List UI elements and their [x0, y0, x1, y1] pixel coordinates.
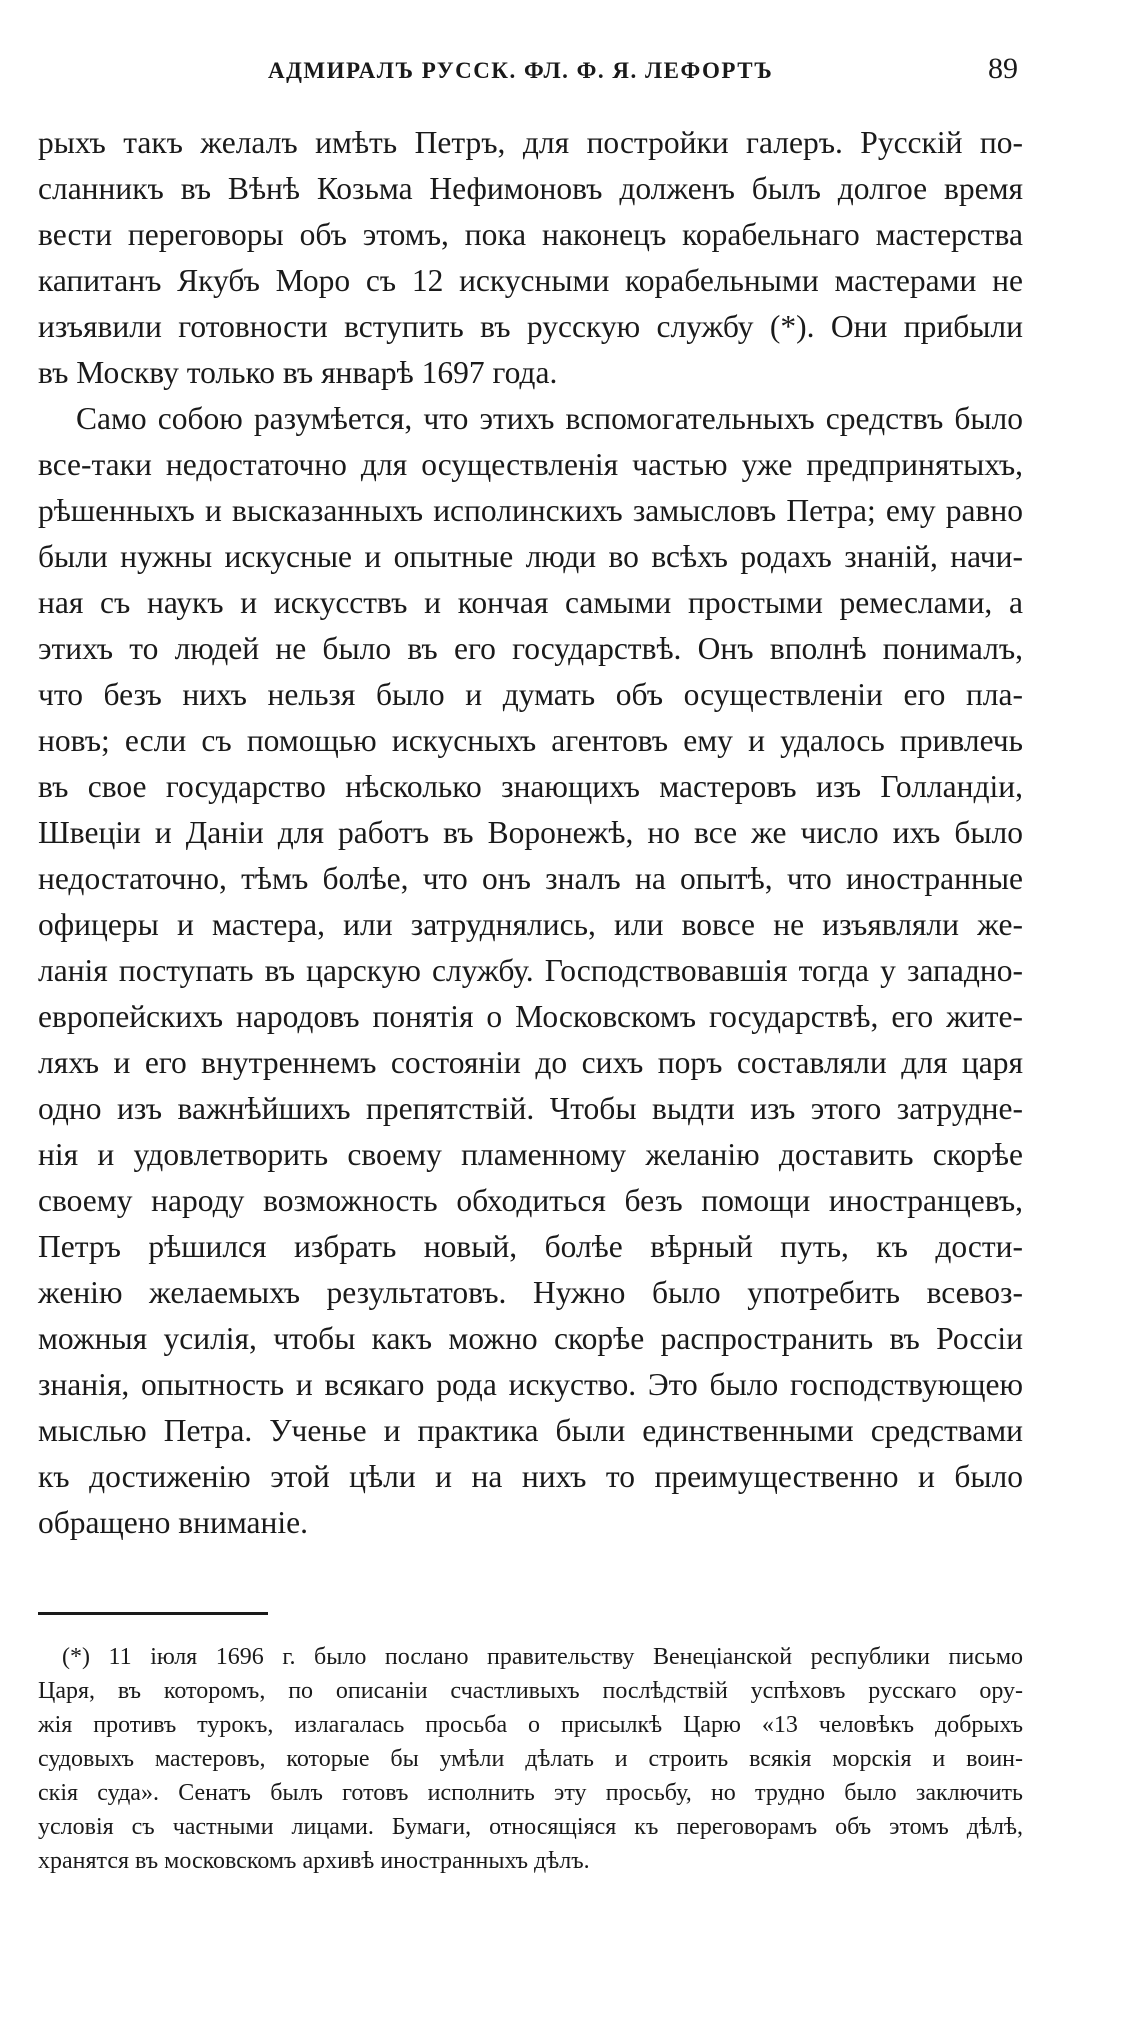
- paragraph-1: [38, 120, 1023, 396]
- text-line: можныя усилія, чтобы какъ можно скорѣе распространить въ Россіи: [38, 1321, 1023, 1356]
- text-line: нія и удовлетворить своему пламенному желанію доставить скорѣе: [38, 1137, 1023, 1172]
- text-line: рыхъ такъ желалъ имѣть Петръ, для постройки галеръ. Русскій по-: [38, 125, 1023, 160]
- text-line: мыслью Петра. Ученье и практика были единственными средствами: [38, 1413, 1023, 1448]
- footnote-line: скія суда». Сенатъ былъ готовъ исполнить эту просьбу, но трудно было заключить: [38, 1780, 1023, 1806]
- text-line: недостаточно, тѣмъ болѣе, что онъ зналъ на опытѣ, что иностранные: [38, 861, 1023, 896]
- text-line: что безъ нихъ нельзя было и думать объ осуществленіи его пла-: [38, 677, 1023, 712]
- running-title: АДМИРАЛЪ РУССК. ФЛ. Ф. Я. ЛЕФОРТЪ: [268, 58, 774, 83]
- text-line: ланія поступать въ царскую службу. Господствовавшія тогда у западно-: [38, 953, 1023, 988]
- footnote-line: судовыхъ мастеровъ, которые бы умѣли дѣлать и строить всякія морскія и воин-: [38, 1746, 1023, 1772]
- text-line: все-таки недостаточно для осуществленія частью уже предпринятыхъ,: [38, 447, 1023, 482]
- text-line: Петръ рѣшился избрать новый, болѣе вѣрный путь, къ дости-: [38, 1229, 1023, 1264]
- text-line: изъявили готовности вступить въ русскую службу (*). Они прибыли: [38, 309, 1023, 344]
- text-line: въ Москву только въ январѣ 1697 года.: [38, 355, 558, 390]
- text-line: обращено вниманіе.: [38, 1505, 308, 1540]
- text-line: одно изъ важнѣйшихъ препятствій. Чтобы выдти изъ этого затрудне-: [38, 1091, 1023, 1126]
- footnote: [38, 1640, 1023, 1878]
- text-line: новъ; если съ помощью искусныхъ агентовъ ему и удалось привлечь: [38, 723, 1023, 758]
- text-line: вести переговоры объ этомъ, пока наконецъ корабельнаго мастерства: [38, 217, 1023, 252]
- footnote-line: жія противъ турокъ, излагалась просьба о присылкѣ Царю «13 человѣкъ добрыхъ: [38, 1712, 1023, 1738]
- text-line: Швеціи и Даніи для работъ въ Воронежѣ, но все же число ихъ было: [38, 815, 1023, 850]
- text-line: этихъ то людей не было въ его государствѣ. Онъ вполнѣ понималъ,: [38, 631, 1023, 666]
- text-line: Само собою разумѣется, что этихъ вспомогательныхъ средствъ было: [76, 401, 1023, 436]
- footnote-line: условія съ частными лицами. Бумаги, относящіяся къ переговорамъ объ этомъ дѣлѣ,: [38, 1814, 1023, 1840]
- text-line: были нужны искусные и опытные люди во всѣхъ родахъ знаній, начи-: [38, 539, 1023, 574]
- text-line: капитанъ Якубъ Моро съ 12 искусными корабельными мастерами не: [38, 263, 1023, 298]
- text-line: женію желаемыхъ результатовъ. Нужно было употребить всевоз-: [38, 1275, 1023, 1310]
- text-line: въ свое государство нѣсколько знающихъ мастеровъ изъ Голландіи,: [38, 769, 1023, 804]
- text-line: сланникъ въ Вѣнѣ Козьма Нефимоновъ долженъ былъ долгое время: [38, 171, 1023, 206]
- footnote-line: хранятся въ московскомъ архивѣ иностранныхъ дѣлъ.: [38, 1848, 590, 1874]
- text-line: ная съ наукъ и искусствъ и кончая самыми простыми ремеслами, а: [38, 585, 1023, 620]
- page-number: 89: [988, 52, 1018, 85]
- text-line: знанія, опытность и всякаго рода искуство. Это было господствующею: [38, 1367, 1023, 1402]
- main-text: [38, 120, 1023, 1546]
- text-line: офицеры и мастера, или затруднялись, или вовсе не изъявляли же-: [38, 907, 1023, 942]
- text-line: къ достиженію этой цѣли и на нихъ то преимущественно и было: [38, 1459, 1023, 1494]
- text-line: европейскихъ народовъ понятія о Московскомъ государствѣ, его жите-: [38, 999, 1023, 1034]
- text-line: рѣшенныхъ и высказанныхъ исполинскихъ замысловъ Петра; ему равно: [38, 493, 1023, 528]
- text-line: ляхъ и его внутреннемъ состояніи до сихъ поръ составляли для царя: [38, 1045, 1023, 1080]
- footnote-divider: [38, 1612, 268, 1615]
- paragraph-2: [38, 396, 1023, 1546]
- footnote-line: Царя, въ которомъ, по описаніи счастливыхъ послѣдствій успѣховъ русскаго ору-: [38, 1678, 1023, 1704]
- text-line: своему народу возможность обходиться безъ помощи иностранцевъ,: [38, 1183, 1023, 1218]
- footnote-line: (*) 11 іюля 1696 г. было послано правительству Венеціанской республики письмо: [62, 1644, 1023, 1670]
